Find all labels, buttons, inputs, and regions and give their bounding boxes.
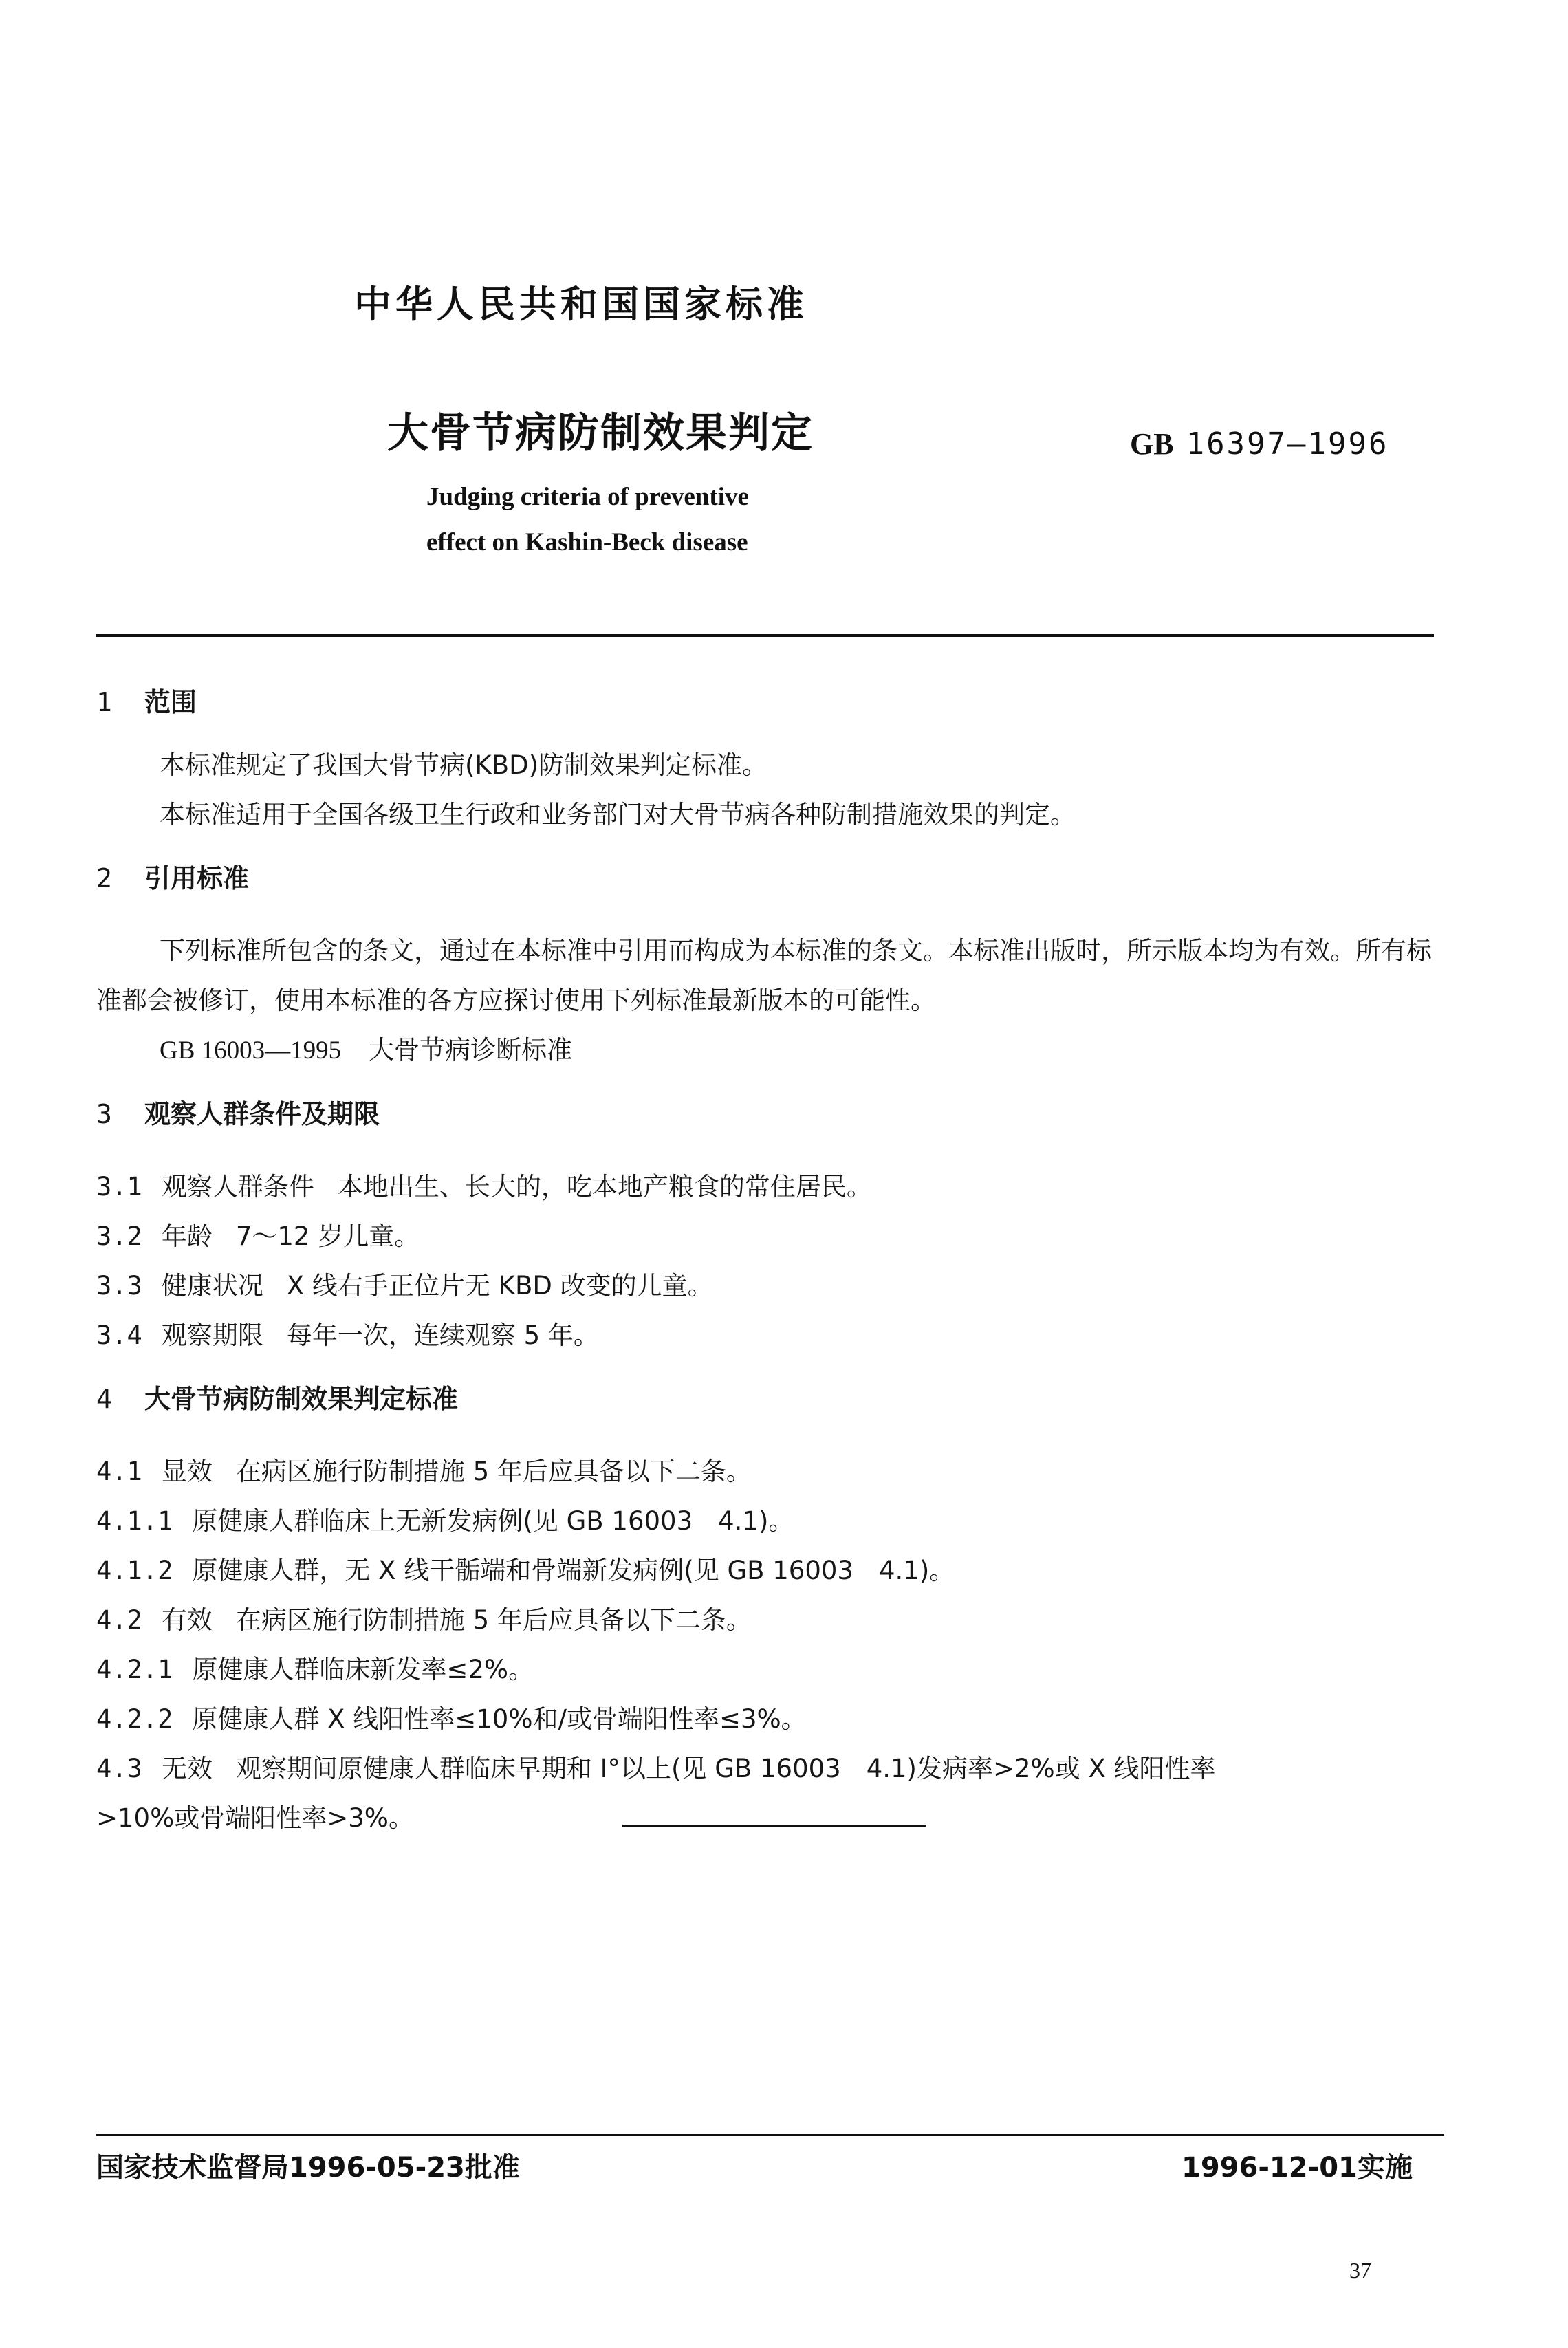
effective-date: 1996-12-01实施 [1182, 2152, 1413, 2184]
clause-text: 原健康人群，无 X 线干骺端和骨端新发病例(见 GB 16003 4.1)。 [192, 1556, 955, 1585]
clause-continuation: >10%或骨端阳性率>3%。 [96, 1803, 414, 1833]
paragraph: 本标准适用于全国各级卫生行政和业务部门对大骨节病各种防制措施效果的判定。 [160, 800, 1076, 829]
section-2-heading [96, 854, 1441, 903]
clause-text: 每年一次，连续观察 5 年。 [286, 1320, 599, 1350]
paragraph: 下列标准所包含的条文，通过在本标准中引用而构成为本标准的条文。本标准出版时，所示版本均为有效。所有标准都会被修订，使用本标准的各方应探讨使用下列标准最新版本的可能性。 [96, 936, 1432, 1015]
clause-text: 观察期间原健康人群临床早期和 I°以上(见 GB 16003 4.1)发病率>2%或 X 线阳性率 [235, 1754, 1216, 1783]
clause-text: 7～12 岁儿童。 [235, 1221, 420, 1251]
footer-divider [96, 2134, 1444, 2136]
clause-number: 4.1.1 [96, 1506, 173, 1536]
clause-term: 健康状况 [161, 1271, 263, 1301]
clause-item [96, 1497, 1441, 1546]
clause-number: 3.4 [96, 1320, 142, 1350]
clause-term: 观察期限 [161, 1320, 263, 1350]
clause-number: 4.1 [96, 1457, 142, 1486]
header-divider [96, 634, 1434, 637]
reference-title: 大骨节病诊断标准 [369, 1035, 573, 1065]
section-title: 引用标准 [144, 863, 250, 893]
clause-term: 年龄 [161, 1221, 213, 1251]
clause-text: 原健康人群临床上无新发病例(见 GB 16003 4.1)。 [192, 1506, 794, 1536]
clause-number: 3.1 [96, 1172, 142, 1202]
clause-term: 有效 [161, 1605, 213, 1635]
standard-code-prefix: GB [1130, 427, 1174, 461]
document-body [96, 677, 1441, 1843]
clause-term: 无效 [161, 1754, 213, 1783]
clause-text: 在病区施行防制措施 5 年后应具备以下二条。 [235, 1605, 752, 1635]
clause-number: 4.2 [96, 1605, 142, 1635]
standard-code-number: 16397—1996 [1186, 426, 1389, 461]
page-number: 37 [1349, 2258, 1371, 2283]
clause-item [96, 1162, 1441, 1212]
clause-term: 观察人群条件 [161, 1172, 314, 1202]
clause-item [96, 1261, 1441, 1311]
end-of-text-rule [622, 1825, 926, 1827]
section-number: 3 [96, 1099, 112, 1129]
standard-code [1130, 426, 1389, 461]
clause-term: 显效 [161, 1457, 213, 1486]
section-title: 大骨节病防制效果判定标准 [144, 1384, 459, 1414]
clause-text: 原健康人群 X 线阳性率≤10%和/或骨端阳性率≤3%。 [192, 1704, 807, 1734]
reference-code: GB 16003—1995 [160, 1036, 342, 1065]
clause-number: 4.3 [96, 1754, 142, 1783]
clause-text: 原健康人群临床新发率≤2%。 [192, 1655, 534, 1684]
paragraph: 本标准规定了我国大骨节病(KBD)防制效果判定标准。 [160, 750, 768, 780]
clause-text: X 线右手正位片无 KBD 改变的儿童。 [286, 1271, 713, 1301]
clause-number: 4.1.2 [96, 1556, 173, 1585]
approval-statement: 国家技术监督局1996-05-23批准 [96, 2152, 520, 2184]
clause-number: 4.2.2 [96, 1704, 173, 1734]
title-en-line-1: Judging criteria of preventive [426, 483, 749, 511]
section-number: 2 [96, 863, 112, 893]
clause-item [96, 1447, 1441, 1497]
section-number: 4 [96, 1384, 112, 1414]
clause-item [96, 1695, 1441, 1744]
section-title: 观察人群条件及期限 [144, 1099, 380, 1129]
section-title: 范围 [144, 687, 197, 717]
clause-number: 4.2.1 [96, 1655, 173, 1684]
clause-item [96, 1212, 1441, 1261]
section-number: 1 [96, 687, 112, 717]
title-en-line-2: effect on Kashin-Beck disease [426, 528, 748, 556]
clause-text: 本地出生、长大的，吃本地产粮食的常住居民。 [337, 1172, 872, 1202]
section-1-heading [96, 677, 1441, 727]
section-4-heading [96, 1374, 1441, 1424]
clause-item [96, 1645, 1441, 1695]
national-standard-heading: 中华人民共和国国家标准 [354, 283, 808, 326]
clause-item [96, 1546, 1441, 1596]
section-3-heading [96, 1089, 1441, 1139]
document-title-zh: 大骨节病防制效果判定 [387, 409, 814, 457]
clause-text: 在病区施行防制措施 5 年后应具备以下二条。 [235, 1457, 752, 1486]
clause-number: 3.2 [96, 1221, 142, 1251]
normative-reference [96, 1025, 1441, 1076]
clause-item [96, 1744, 1441, 1794]
clause-item [96, 1311, 1441, 1360]
clause-number: 3.3 [96, 1271, 142, 1301]
clause-item [96, 1596, 1441, 1645]
